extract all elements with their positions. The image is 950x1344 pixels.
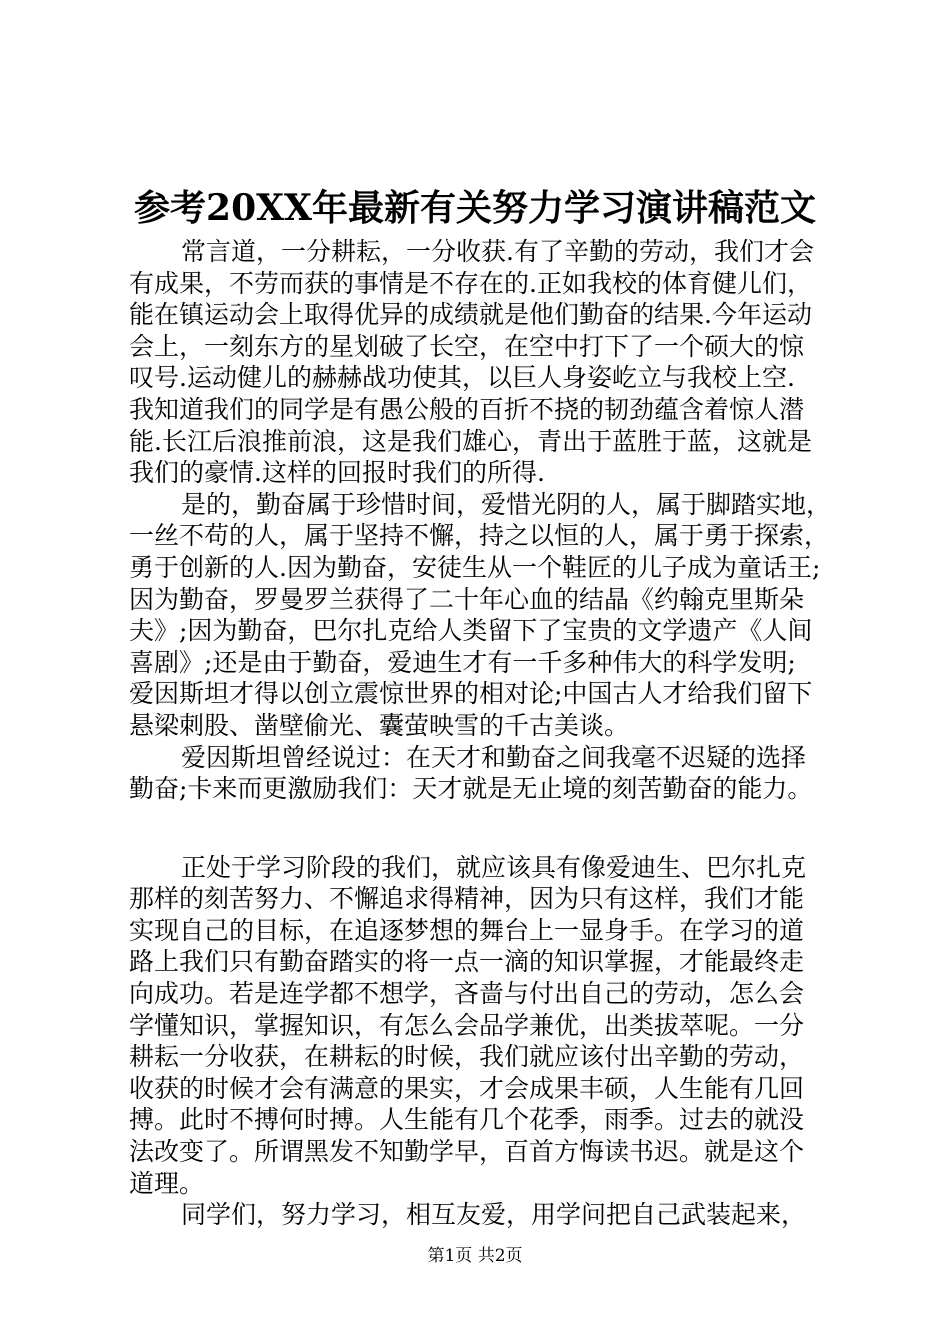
text-line: 爱因斯坦才得以创立震惊世界的相对论;中国古人才给我们留下 [129,679,813,709]
text-line: 夫》;因为勤奋，巴尔扎克给人类留下了宝贵的文学遗产《人间 [129,616,813,646]
text-line: 是的，勤奋属于珍惜时间，爱惜光阴的人，属于脚踏实地， [181,489,832,519]
text-line: 因为勤奋，罗曼罗兰获得了二十年心血的结晶《约翰克里斯朵 [129,584,805,614]
text-line: 学懂知识，掌握知识，有怎么会品学兼优，出类拔萃呢。一分 [129,1010,805,1040]
document-title: 参考20XX年最新有关努力学习演讲稿范文 [134,187,816,229]
text-line: 收获的时候才会有满意的果实，才会成果丰硕，人生能有几回 [129,1073,805,1103]
text-line: 正处于学习阶段的我们，就应该具有像爱迪生、巴尔扎克 [181,852,807,882]
paragraph [129,236,833,489]
text-line: 能在镇运动会上取得优异的成绩就是他们勤奋的结果.今年运动 [129,300,812,330]
text-line: 喜剧》;还是由于勤奋，爱迪生才有一千多种伟大的科学发明; [129,647,796,677]
text-line: 道理。 [129,1168,205,1198]
text-line: 常言道，一分耕耘，一分收获.有了辛勤的劳动，我们才会 [181,237,814,266]
text-line: 会上，一刻东方的星划破了长空，在空中打下了一个硕大的惊 [129,331,805,361]
text-line: 那样的刻苦努力、不懈追求得精神，因为只有这样，我们才能 [129,884,805,914]
paragraph [129,852,833,1200]
text-line: 同学们，努力学习，相互友爱，用学问把自己武装起来， [181,1200,807,1230]
text-line: 悬梁刺股、凿壁偷光、囊萤映雪的千古美谈。 [129,710,630,740]
text-line: 路上我们只有勤奋踏实的将一点一滴的知识掌握，才能最终走 [129,947,805,977]
paragraph [129,1199,833,1231]
paragraph [129,742,833,805]
text-line: 勤奋;卡来而更激励我们：天才就是无止境的刻苦勤奋的能力。 [129,774,813,804]
text-line: 搏。此时不搏何时搏。人生能有几个花季，雨季。过去的就没 [129,1105,805,1135]
text-line: 有成果，不劳而获的事情是不存在的.正如我校的体育健儿们， [129,268,812,298]
text-line: 一丝不苟的人，属于坚持不懈，持之以恒的人，属于勇于探索， [129,521,830,551]
text-line: 叹号.运动健儿的赫赫战功使其，以巨人身姿屹立与我校上空. [129,363,795,393]
text-line: 我知道我们的同学是有愚公般的百折不挠的韧劲蕴含着惊人潜 [129,394,805,424]
text-line: 我们的豪情.这样的回报时我们的所得. [129,458,545,488]
text-line: 实现自己的目标，在追逐梦想的舞台上一显身手。在学习的道 [129,915,805,945]
document-body [129,236,833,1231]
text-line: 法改变了。所谓黑发不知勤学早，百首方悔读书迟。就是这个 [129,1137,805,1167]
text-line: 能.长江后浪推前浪，这是我们雄心，青出于蓝胜于蓝，这就是 [129,426,812,456]
text-line: 向成功。若是连学都不想学，吝啬与付出自己的劳动，怎么会 [129,979,805,1009]
paragraph-gap [129,805,833,852]
paragraph [129,489,833,742]
text-line: 耕耘一分收获，在耕耘的时候，我们就应该付出辛勤的劳动， [129,1042,805,1072]
page-footer: 第1页 共2页 [427,1246,523,1266]
text-line: 勇于创新的人.因为勤奋，安徒生从一个鞋匠的儿子成为童话王; [129,552,821,582]
text-line: 爱因斯坦曾经说过：在天才和勤奋之间我毫不迟疑的选择 [181,742,807,772]
